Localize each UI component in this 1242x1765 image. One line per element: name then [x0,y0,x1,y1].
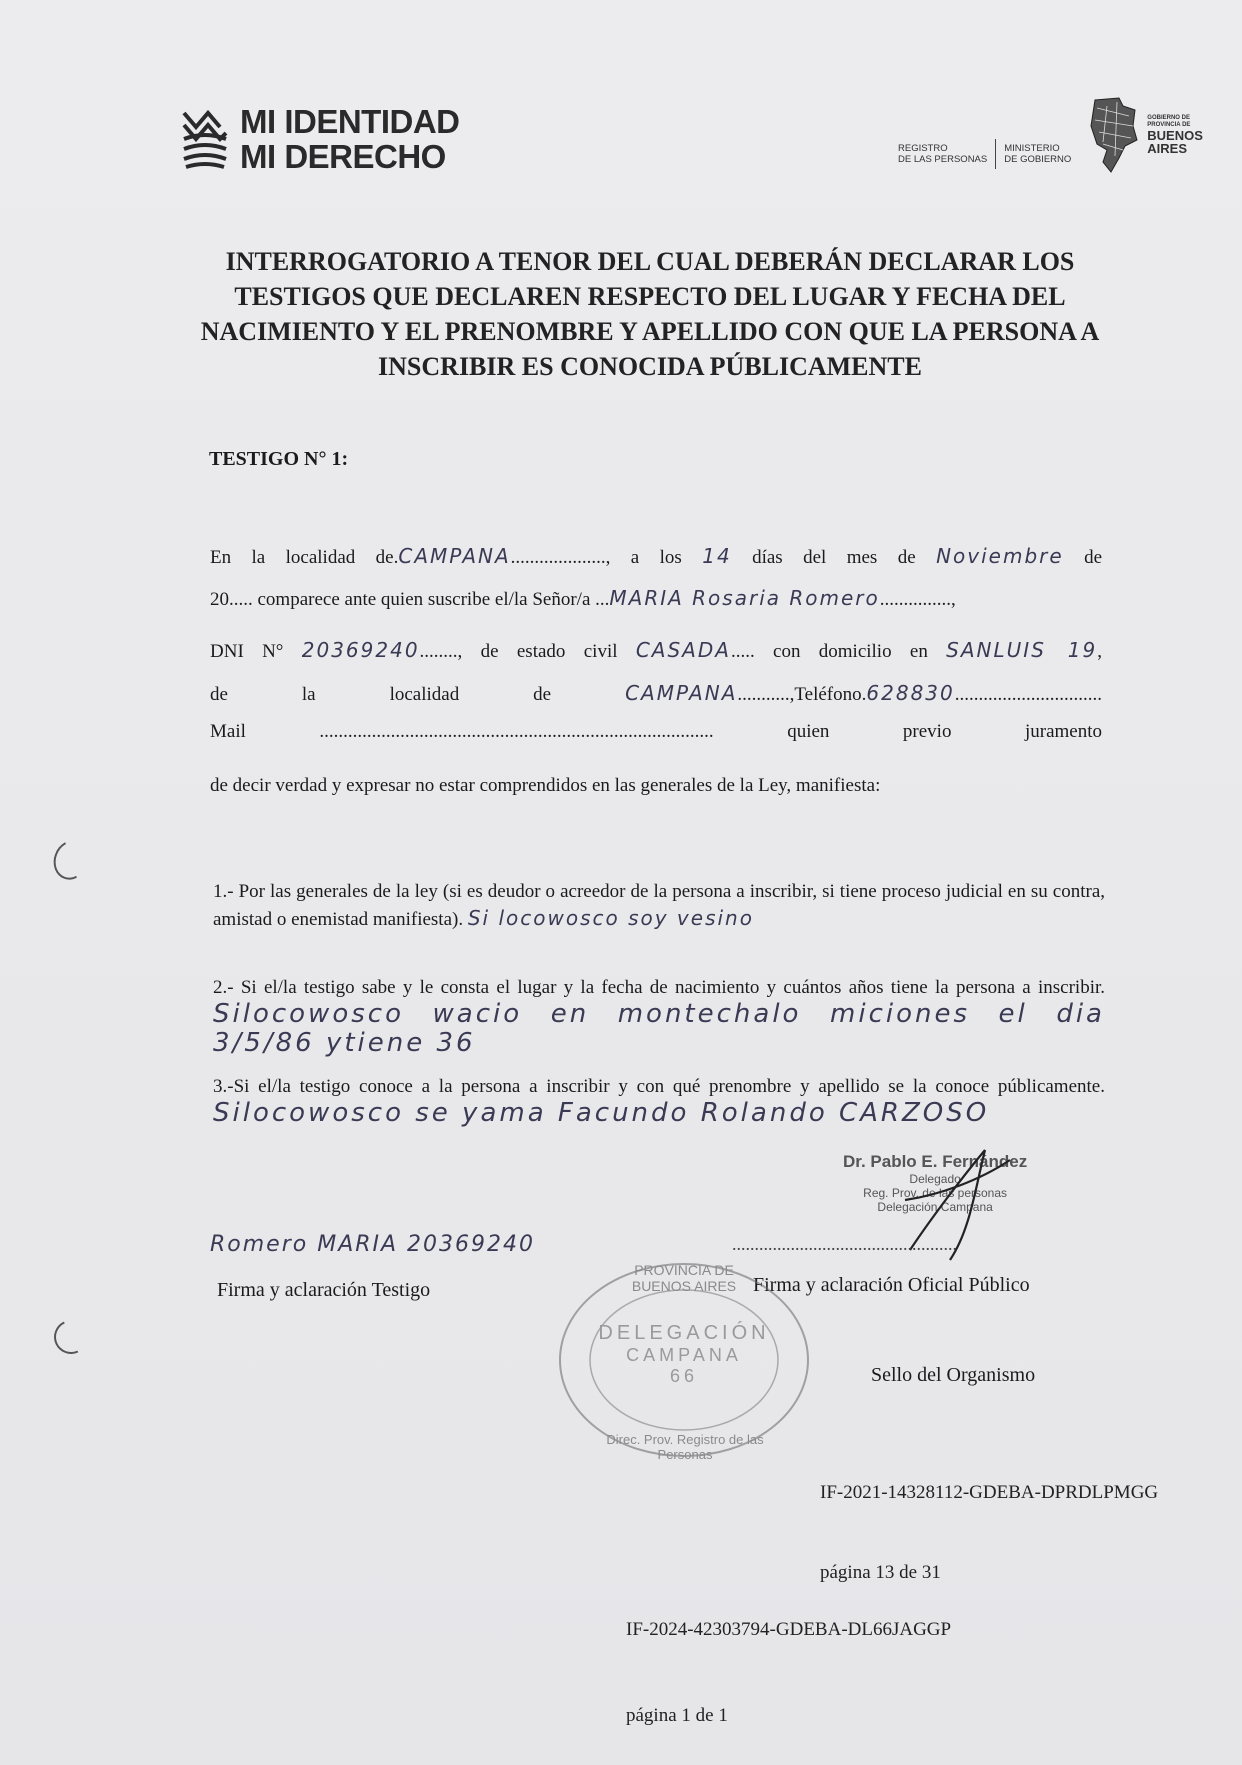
form-line-6: de decir verdad y expresar no estar comprendidos en las generales de la Ley, manifiesta: [210,775,881,796]
text: Mail ................................................................................... [210,721,714,742]
reference-2: IF-2024-42303794-GDEBA-DL66JAGGP [626,1619,952,1640]
gobierno-line-3: BUENOS [1147,128,1203,143]
reference-1: IF-2021-14328112-GDEBA-DPRDLPMGG [820,1482,1159,1503]
form-line-1 [210,544,1102,570]
localidad-2-handwritten: CAMPANA [625,681,738,705]
telefono-handwritten: 628830 [866,681,955,705]
text: ..............., [879,589,956,610]
text: DNI N° [210,641,284,662]
testigo-label: TESTIGO N° 1: [209,448,349,470]
stamp-reg: Reg. Prov. de las personas [863,1186,1008,1200]
seal-label: Sello del Organismo [871,1364,1036,1386]
witness-signature: Romero MARIA 20369240 [210,1232,536,1257]
question-1-answer: Si locowosco soy vesino [467,906,754,930]
page-number-1: página 13 de 31 [820,1562,941,1583]
question-3-text: 3.-Si el/la testigo conoce a la persona a inscribir y con qué prenombre y apellido se la conoce públicamente. [213,1076,1105,1097]
text: de la localidad de [210,684,552,705]
ministerio-line-1: MINISTERIO [1004,143,1060,154]
nombre-handwritten: MARIA Rosaria Romero [609,586,880,610]
divider [995,139,996,169]
round-seal-center [596,1322,772,1387]
question-2 [213,974,1105,1059]
dni-handwritten: 20369240 [301,638,420,662]
round-seal-bottom-text: Direc. Prov. Registro de las Personas [606,1432,764,1462]
official-signature-line: .................................................. [732,1234,957,1254]
text: quien previo juramento [787,721,1103,742]
ministerio-line-2: DE GOBIERNO [1004,154,1072,165]
form-line-4 [210,681,1102,707]
official-label: Firma y aclaración Oficial Público [753,1274,1030,1296]
form-line-2 [210,586,1102,612]
margin-mark [48,835,94,884]
text: días del mes de [752,547,916,568]
estado-civil-handwritten: CASADA [635,638,731,662]
text: ............................... [954,684,1102,705]
form-line-3 [210,638,1102,664]
domicilio-handwritten: SANLUIS 19 [946,638,1098,662]
round-seal [556,1260,812,1460]
round-seal-line-3: 66 [669,1366,699,1386]
mes-handwritten: Noviembre [936,544,1064,568]
mi-identidad-logo [180,104,460,174]
gobierno-line-2: PROVINCIA DE [1147,122,1191,128]
text: 20..... comparece ante quien suscribe el/la Señor/a ... [210,589,610,610]
localidad-handwritten: CAMPANA [398,544,511,568]
registro-line-2: DE LAS PERSONAS [898,154,988,165]
text: ..... con domicilio en [730,641,928,662]
question-2-text: 2.- Si el/la testigo sabe y le consta el lugar y la fecha de nacimiento y cuántos años tiene la persona a inscribir. [213,977,1105,998]
gobierno-logo [898,96,1203,174]
stamp-role: Delegado [909,1172,961,1186]
witness-label: Firma y aclaración Testigo [217,1279,431,1301]
question-3-answer: Silocowosco se yama Facundo Rolando CARZOSO [213,1098,990,1128]
round-seal-top-text: PROVINCIA DE BUENOS AIRES [631,1262,737,1294]
question-1 [213,878,1105,933]
text: de [1084,547,1103,568]
round-seal-line-1: DELEGACIÓN [598,1322,770,1344]
question-2-answer: Silocowosco wacio en montechalo miciones el dia 3/5/86 ytiene 36 [213,999,1105,1058]
margin-mark [49,1315,93,1359]
stamp-deleg: Delegación Campana [877,1200,993,1214]
province-map-icon [1089,96,1139,174]
text: ........, de estado civil [419,641,618,662]
registro-line-1: REGISTRO [898,143,948,154]
gobierno-line-4: AIRES [1147,141,1188,156]
text: ...................., a los [510,547,682,568]
text: En la localidad de. [210,547,399,568]
logo-line-2: MI DERECHO [240,138,446,175]
fingerprint-icon [180,107,230,171]
document-title: INTERROGATORIO A TENOR DEL CUAL DEBERÁN DECLARAR LOS TESTIGOS QUE DECLAREN RESPECTO DEL LUGAR Y FECHA DEL NACIMIENTO Y EL PRENOMBRE Y APELLIDO CON QUE LA PERSONA A INSCRIBIR ES CONOCIDA PÚBLICAMENTE [200,247,1100,381]
question-1-text: 1.- Por las generales de la ley (si es deudor o acreedor de la persona a inscribir, si tiene proceso judicial en su contra, amistad o enemistad manifiesta). [213,881,1105,930]
page-number-2: página 1 de 1 [626,1705,728,1726]
dias-handwritten: 14 [702,544,732,568]
logo-line-1: MI IDENTIDAD [240,103,460,140]
question-3 [213,1073,1105,1129]
round-seal-line-2: CAMPANA [626,1345,742,1365]
stamp-name: Dr. Pablo E. Fernández [843,1152,1028,1171]
form-line-5 [210,720,1102,744]
gobierno-line-1: GOBIERNO DE [1147,115,1190,121]
text: , [1097,641,1103,662]
text: ...........,Teléfono. [737,684,867,705]
